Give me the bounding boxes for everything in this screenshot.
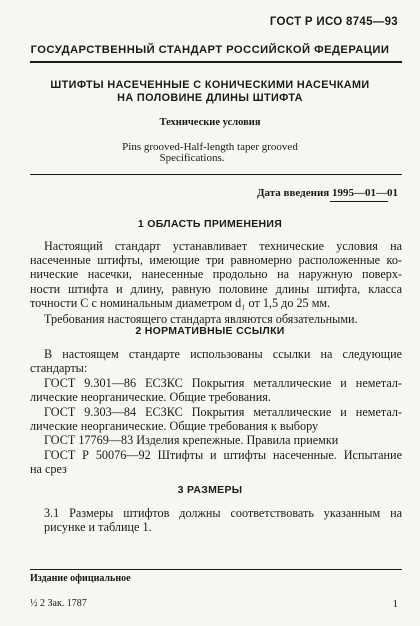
- section-3-paragraph: [30, 506, 402, 534]
- text-line: ГОСТ 9.301—86 ЕСЗКС Покрытия металлические и неметал-: [44, 375, 402, 390]
- intro-date: Дата введения 1995—01—01: [256, 187, 398, 199]
- subtitle: Технические условия: [159, 117, 261, 128]
- edition-label: Издание официальное: [30, 573, 131, 584]
- doc-number: ГОСТ Р ИСО 8745—93: [269, 16, 398, 28]
- title-line-1: ШТИФТЫ НАСЕЧЕННЫЕ С КОНИЧЕСКИМИ НАСЕЧКАМИ: [50, 79, 370, 91]
- text-line: нические насечки, нанесенные продольно на наружную поверх-: [30, 267, 402, 282]
- text-line: лические неорганические. Общие требования.: [30, 390, 271, 405]
- text-line: точности С с номинальным диаметром d₁ от 1,5 до 25 мм.: [30, 295, 331, 310]
- text-line: Требования настоящего стандарта являются обязательными.: [44, 312, 358, 327]
- title-rule: [30, 174, 402, 175]
- text-line: на срез: [30, 462, 67, 477]
- text-line: ГОСТ Р 50076—92 Штифты и штифты насеченные. Испытание: [44, 447, 402, 462]
- standard-heading: ГОСУДАРСТВЕННЫЙ СТАНДАРТ РОССИЙСКОЙ ФЕДЕРАЦИИ: [30, 44, 390, 56]
- intro-date-underline: [330, 201, 388, 202]
- header-rule: [30, 61, 402, 63]
- text-line: лические неорганические. Общие требования к выбору: [30, 419, 319, 434]
- text-line: ности штифта и длину, равную половине длины штифта, класса: [30, 281, 402, 296]
- page-number: 1: [392, 598, 398, 610]
- title-line-2: НА ПОЛОВИНЕ ДЛИНЫ ШТИФТА: [117, 92, 303, 104]
- section-1-paragraph: [30, 239, 402, 326]
- section-1-heading: 1 ОБЛАСТЬ ПРИМЕНЕНИЯ: [137, 218, 283, 230]
- print-info: ½ 2 Зак. 1787: [30, 598, 87, 609]
- text-line: В настоящем стандарте использованы ссылки на следующие: [44, 347, 402, 361]
- english-title-line-1: Pins grooved-Half-length taper grooved: [122, 141, 298, 153]
- section-2-heading: 2 НОРМАТИВНЫЕ ССЫЛКИ: [135, 325, 285, 337]
- section-3-heading: 3 РАЗМЕРЫ: [177, 484, 243, 496]
- text-line: насеченные штифты, имеющие три равномерно расположенные ко-: [30, 253, 402, 268]
- text-line: Настоящий стандарт устанавливает технические условия на: [44, 239, 402, 253]
- footer-rule: [30, 569, 402, 570]
- section-2-paragraph: [30, 347, 402, 477]
- text-line: рисунке и таблице 1.: [44, 520, 152, 535]
- text-line: стандарты:: [30, 361, 88, 376]
- text-line: 3.1 Размеры штифтов должны соответствовать указанным на: [44, 506, 402, 520]
- text-line: ГОСТ 17769—83 Изделия крепежные. Правила приемки: [44, 433, 339, 448]
- english-title-line-2: Specifications.: [159, 152, 225, 164]
- text-line: ГОСТ 9.303—84 ЕСЗКС Покрытия металлические и неметал-: [44, 404, 402, 419]
